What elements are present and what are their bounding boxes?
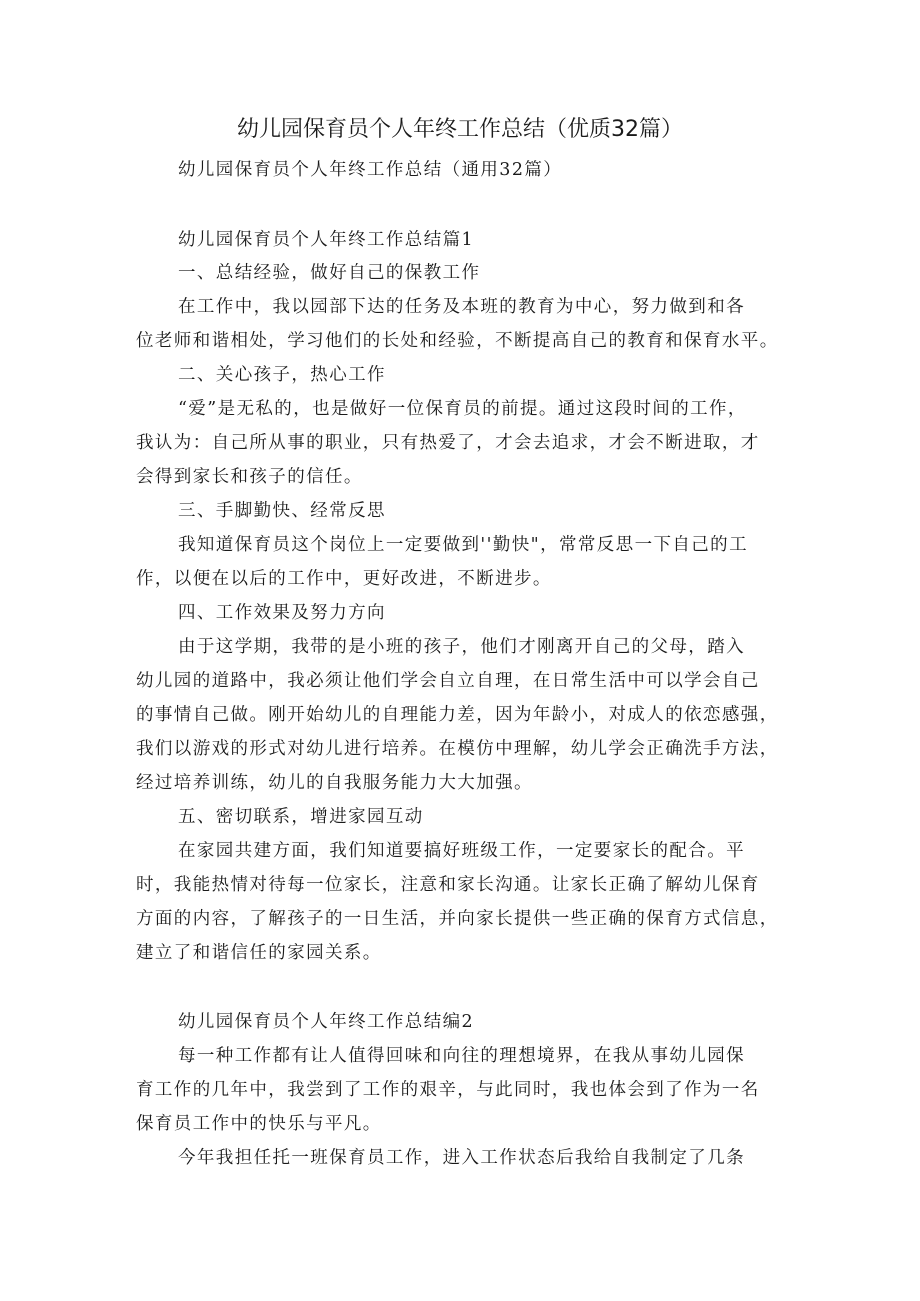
article-1-heading: 幼儿园保育员个人年终工作总结篇1 (178, 230, 475, 250)
section-2-line: “爱”是无私的，也是做好一位保育员的前提。通过这段时间的工作， (178, 399, 747, 419)
section-4-line: 由于这学期，我带的是小班的孩子，他们才刚离开自己的父母，踏入 (178, 637, 745, 657)
section-2-line: 会得到家长和孩子的信任。 (136, 467, 363, 487)
section-3-heading: 三、手脚勤快、经常反思 (178, 501, 386, 521)
article-2-line: 每一种工作都有让人值得回味和向往的理想境界，在我从事幼儿园保 (178, 1046, 745, 1066)
section-5-line: 方面的内容，了解孩子的一日生活，并向家长提供一些正确的保育方式信息， (136, 909, 779, 929)
section-5-heading: 五、密切联系，增进家园互动 (178, 807, 424, 827)
section-3-line: 我知道保育员这个岗位上一定要做到''勤快"，常常反思一下自己的工 (178, 535, 748, 555)
section-5-line: 时，我能热情对待每一位家长，注意和家长沟通。让家长正确了解幼儿保育 (136, 875, 760, 895)
section-4-line: 经过培养训练，幼儿的自我服务能力大大加强。 (136, 773, 533, 793)
article-2-line: 育工作的几年中，我尝到了工作的艰辛，与此同时，我也体会到了作为一名 (136, 1080, 760, 1100)
section-5-line: 建立了和谐信任的家园关系。 (136, 943, 382, 963)
section-5-line: 在家园共建方面，我们知道要搞好班级工作，一定要家长的配合。平 (178, 841, 745, 861)
article-2-line: 保育员工作中的快乐与平凡。 (136, 1114, 382, 1134)
section-4-line: 的事情自己做。刚开始幼儿的自理能力差，因为年龄小，对成人的依恋感强， (136, 705, 779, 725)
section-3-line: 作，以便在以后的工作中，更好改进，不断进步。 (136, 569, 552, 589)
section-4-heading: 四、工作效果及努力方向 (178, 603, 386, 623)
article-2-heading: 幼儿园保育员个人年终工作总结编2 (178, 1012, 475, 1032)
document-title: 幼儿园保育员个人年终工作总结（优质32篇） (237, 117, 683, 142)
section-1-line: 在工作中，我以园部下达的任务及本班的教育为中心，努力做到和各 (178, 297, 745, 317)
article-2-line: 今年我担任托一班保育员工作，进入工作状态后我给自我制定了几条 (178, 1148, 745, 1168)
section-4-line: 幼儿园的道路中，我必须让他们学会自立自理，在日常生活中可以学会自己 (136, 671, 760, 691)
section-2-line: 我认为：自己所从事的职业，只有热爱了，才会去追求，才会不断进取，才 (136, 433, 760, 453)
section-1-heading: 一、总结经验，做好自己的保教工作 (178, 263, 481, 283)
document-subtitle: 幼儿园保育员个人年终工作总结（通用32篇） (178, 160, 563, 180)
section-4-line: 我们以游戏的形式对幼儿进行培养。在模仿中理解，幼儿学会正确洗手方法， (136, 739, 779, 759)
section-2-heading: 二、关心孩子，热心工作 (178, 365, 386, 385)
section-1-line: 位老师和谐相处，学习他们的长处和经验，不断提高自己的教育和保育水平。 (136, 331, 779, 351)
